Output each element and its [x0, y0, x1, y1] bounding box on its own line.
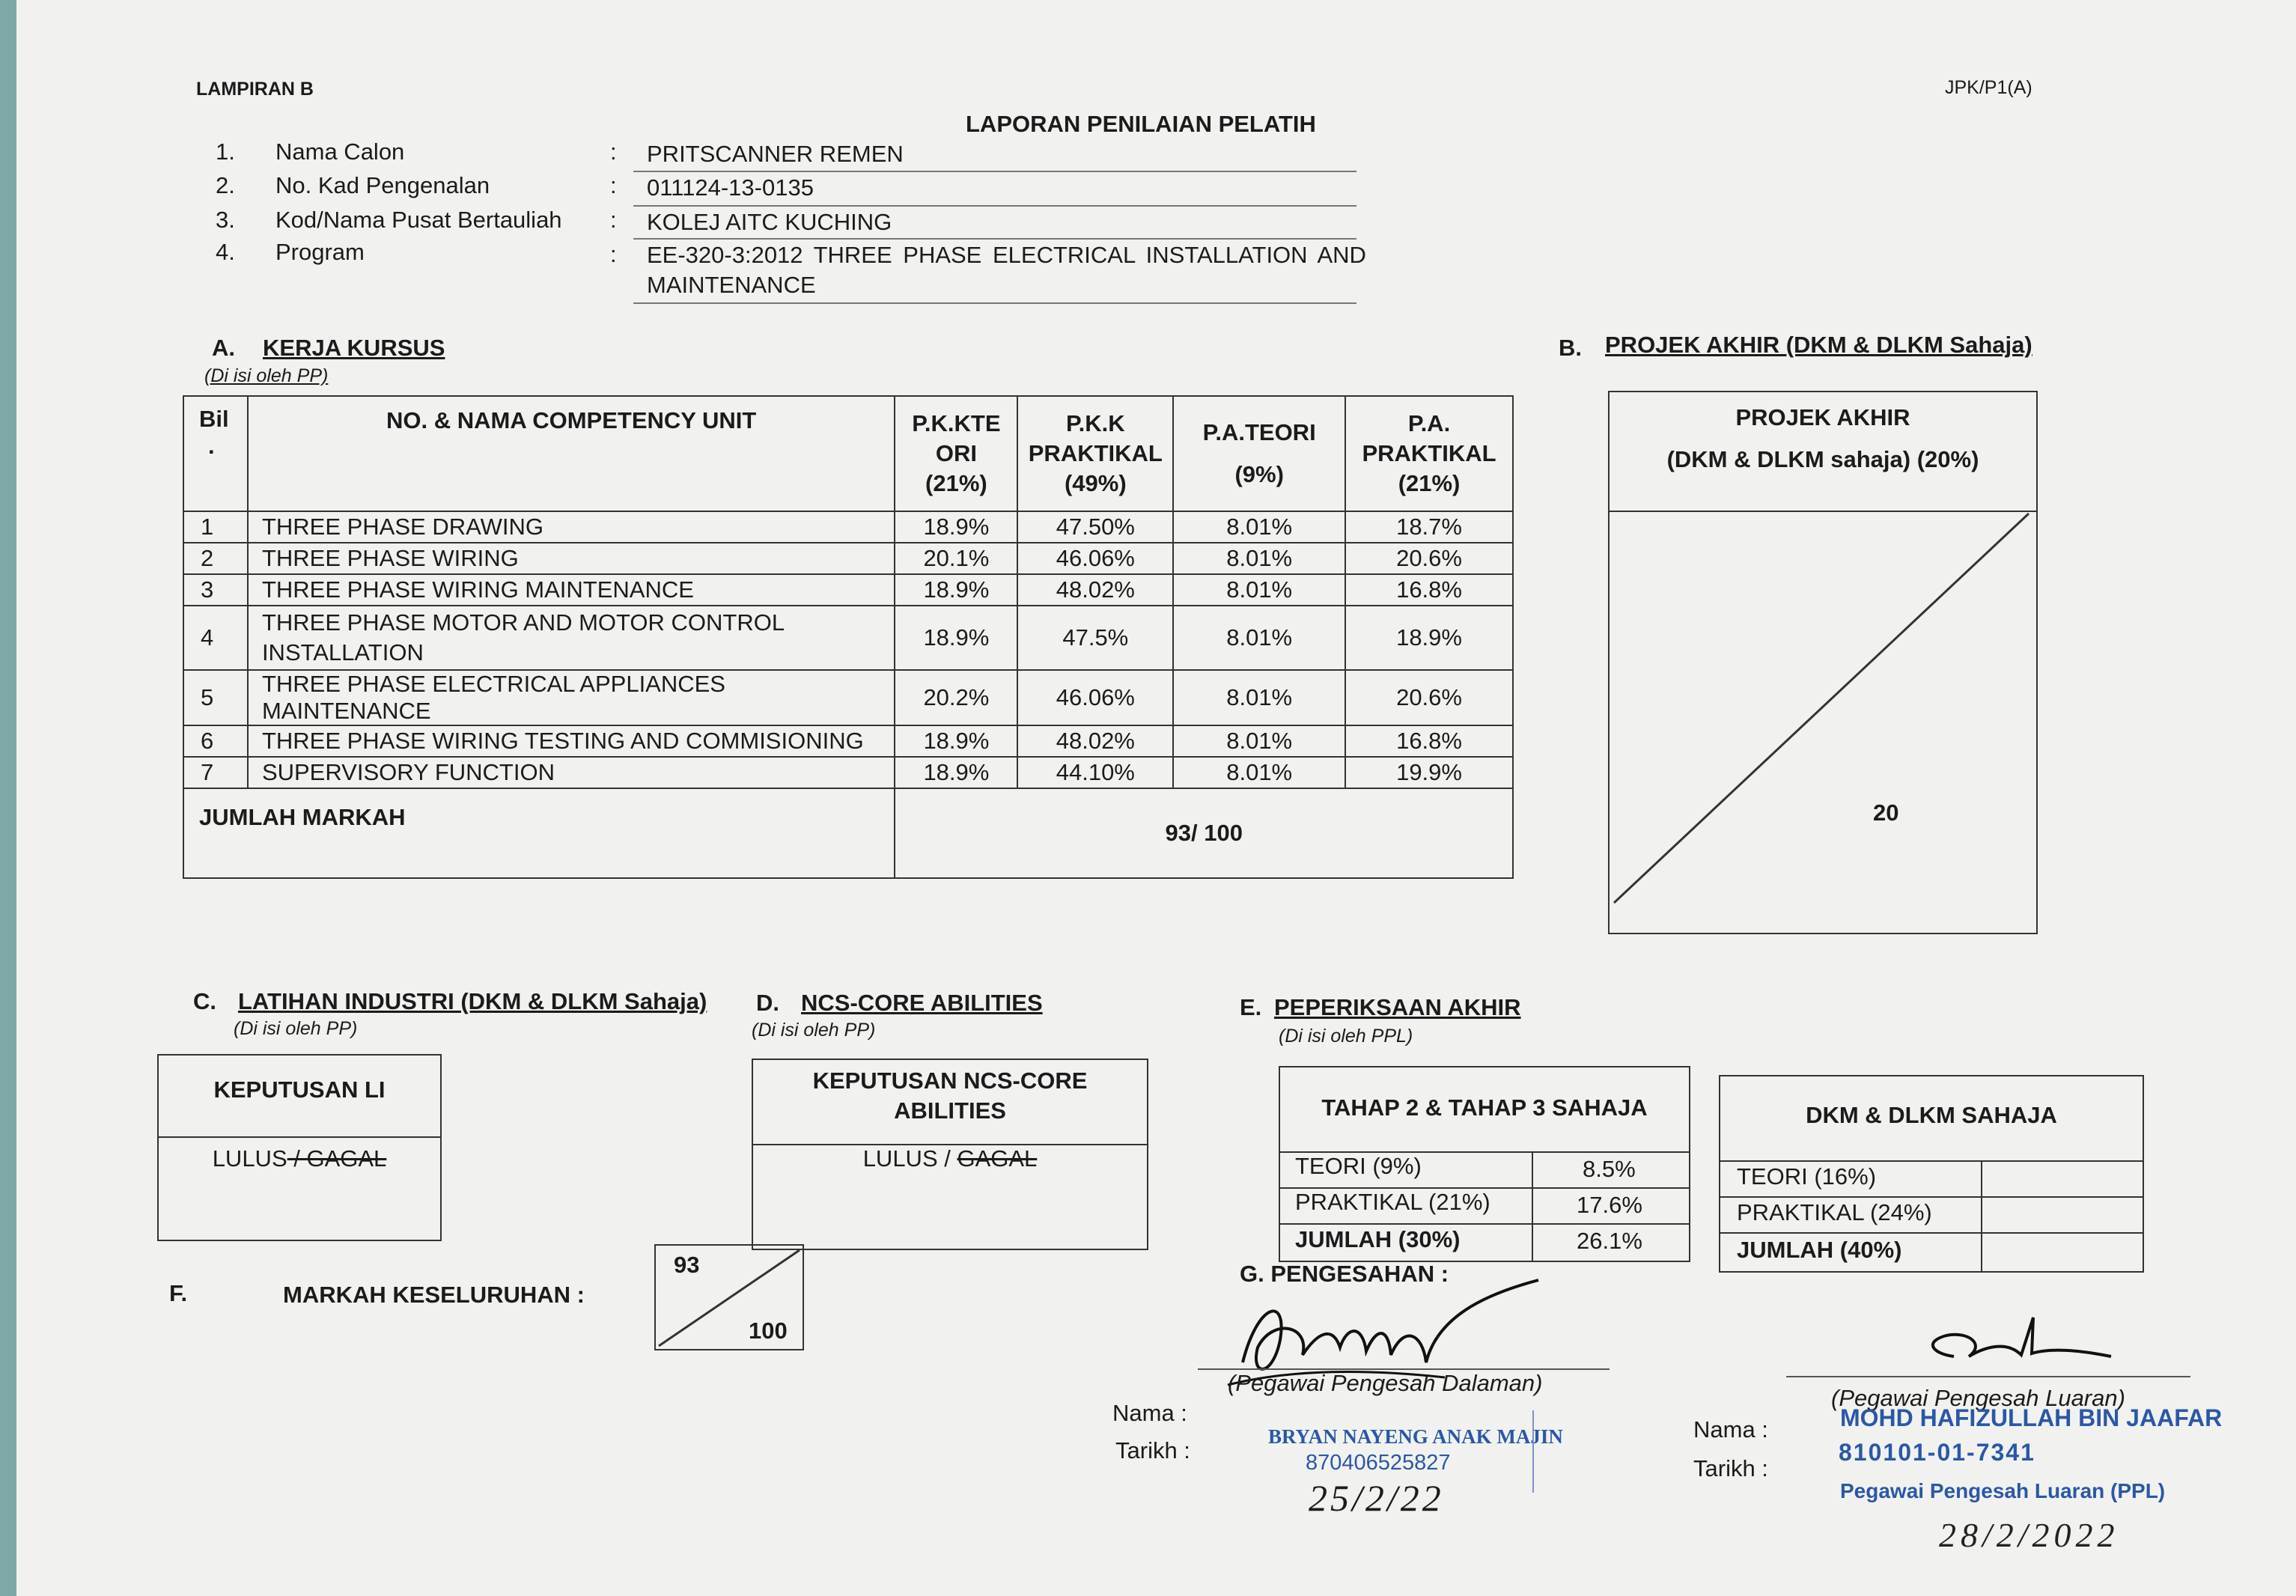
projek-akhir-sub: (DKM & DLKM sahaja) (20%) — [1666, 446, 1979, 472]
header-pct: (21%) — [925, 470, 987, 496]
form-code: JPK/P1(A) — [1945, 77, 2032, 98]
dkm-table — [1719, 1075, 2144, 1273]
cell-pa-praktikal: 19.9% — [1345, 757, 1513, 788]
section-c-letter: C. — [193, 988, 216, 1014]
section-d-letter: D. — [756, 990, 779, 1016]
table-row — [183, 543, 1513, 574]
header-bil-dot: . — [208, 433, 215, 459]
competency-table — [183, 395, 1514, 879]
external-nama-label: Nama : — [1693, 1416, 1768, 1443]
ncs-title-2: ABILITIES — [894, 1097, 1006, 1124]
projek-akhir-value: 20 — [1873, 799, 1899, 826]
cell-pa-praktikal: 18.7% — [1345, 511, 1513, 543]
underline — [633, 238, 1356, 240]
item-label: Kod/Nama Pusat Bertauliah — [275, 207, 562, 233]
cell-pk-praktikal: 48.02% — [1017, 574, 1173, 606]
keputusan-li-title: KEPUTUSAN LI — [213, 1076, 386, 1103]
internal-nama-label: Nama : — [1112, 1400, 1187, 1426]
lampiran-label: LAMPIRAN B — [196, 79, 314, 100]
tahap-praktikal-value: 17.6% — [1577, 1192, 1642, 1218]
table-row — [183, 757, 1513, 788]
header-unit: NO. & NAMA COMPETENCY UNIT — [248, 396, 895, 511]
table-row — [183, 670, 1513, 725]
cell-unit: SUPERVISORY FUNCTION — [248, 757, 895, 788]
header-pa-praktikal — [1345, 396, 1513, 511]
header-pk-praktikal — [1017, 396, 1173, 511]
cell-pk-teori: 20.1% — [895, 543, 1017, 574]
section-e-letter: E. — [1240, 994, 1262, 1020]
divider — [159, 1136, 440, 1138]
stamp-border — [1532, 1410, 1534, 1493]
separator: / — [287, 1145, 307, 1172]
section-b-title: PROJEK AKHIR (DKM & DLKM Sahaja) — [1605, 332, 2032, 358]
external-stamp-role: Pegawai Pengesah Luaran (PPL) — [1840, 1479, 2166, 1502]
section-c-title: LATIHAN INDUSTRI (DKM & DLKM Sahaja) — [238, 988, 707, 1014]
header-pct: (9%) — [1234, 461, 1284, 487]
item-no: 4. — [216, 239, 235, 265]
cell-pk-teori: 18.9% — [895, 757, 1017, 788]
section-e-title: PEPERIKSAAN AKHIR — [1274, 994, 1521, 1020]
item-no: 1. — [216, 138, 235, 165]
header-text: P.K.KTE — [912, 410, 1001, 436]
page-edge — [0, 0, 16, 1596]
gagal-text: GAGAL — [957, 1145, 1038, 1172]
table-row — [183, 606, 1513, 670]
section-d-title: NCS-CORE ABILITIES — [801, 990, 1043, 1016]
internal-stamp-name: BRYAN NAYENG ANAK MAJIN — [1268, 1425, 1563, 1448]
header-text: PRAKTIKAL — [1362, 440, 1496, 466]
total-row — [183, 788, 1513, 878]
divider — [1532, 1151, 1533, 1261]
header-bil-text: Bil — [199, 406, 229, 432]
program-name-cont: MAINTENANCE — [647, 272, 816, 298]
external-date: 28/2/2022 — [1939, 1516, 2119, 1554]
header-pk-teori — [895, 396, 1017, 511]
external-stamp-id: 810101-01-7341 — [1839, 1439, 2035, 1466]
table-row — [183, 511, 1513, 543]
keputusan-ncs-box — [752, 1059, 1148, 1250]
section-e-note: (Di isi oleh PPL) — [1279, 1026, 1413, 1047]
section-a-letter: A. — [212, 335, 235, 361]
total-label: JUMLAH MARKAH — [183, 788, 895, 878]
table-row — [183, 574, 1513, 606]
cell-unit: THREE PHASE DRAWING — [248, 511, 895, 543]
cell-unit: THREE PHASE WIRING — [248, 543, 895, 574]
cell-unit — [248, 606, 895, 670]
header-pa-teori — [1173, 396, 1345, 511]
external-tarikh-label: Tarikh : — [1693, 1455, 1768, 1481]
cell-pa-praktikal: 20.6% — [1345, 670, 1513, 725]
item-label: No. Kad Pengenalan — [275, 172, 490, 198]
colon: : — [610, 172, 617, 198]
cell-pk-teori: 18.9% — [895, 511, 1017, 543]
unit-name-line1: THREE PHASE MOTOR AND MOTOR CONTROL — [261, 609, 785, 636]
header-text: P.A.TEORI — [1202, 419, 1316, 445]
cell-pk-praktikal: 46.06% — [1017, 670, 1173, 725]
cell-pa-teori: 8.01% — [1173, 725, 1345, 757]
cell-pa-praktikal: 18.9% — [1345, 606, 1513, 670]
internal-role: (Pegawai Pengesah Dalaman) — [1228, 1370, 1543, 1396]
table-header-row — [183, 396, 1513, 511]
keputusan-li-box — [157, 1054, 442, 1241]
center-name: KOLEJ AITC KUCHING — [647, 209, 892, 235]
gagal-text: GAGAL — [306, 1145, 387, 1172]
external-signature — [1901, 1273, 2141, 1377]
projek-akhir-box — [1608, 391, 2038, 934]
colon: : — [610, 138, 617, 165]
underline — [633, 171, 1356, 172]
section-d-note: (Di isi oleh PP) — [752, 1020, 876, 1041]
underline — [633, 205, 1356, 207]
header-text: P.A. — [1407, 410, 1451, 436]
ncs-result — [753, 1145, 1147, 1172]
header-pct: (21%) — [1398, 470, 1461, 496]
section-c-note: (Di isi oleh PP) — [234, 1018, 358, 1039]
cell-pk-teori: 18.9% — [895, 574, 1017, 606]
divider — [1720, 1196, 2143, 1198]
cell-bil: 5 — [183, 670, 248, 725]
dkm-teori-label: TEORI (16%) — [1737, 1163, 1877, 1190]
cell-pk-teori: 20.2% — [895, 670, 1017, 725]
ncs-title-1: KEPUTUSAN NCS-CORE — [812, 1067, 1088, 1094]
dkm-jumlah-label: JUMLAH (40%) — [1737, 1237, 1902, 1263]
cell-pk-praktikal: 46.06% — [1017, 543, 1173, 574]
candidate-name: PRITSCANNER REMEN — [647, 141, 904, 167]
colon: : — [610, 241, 617, 267]
markah-keseluruhan-label: MARKAH KESELURUHAN : — [283, 1282, 585, 1308]
divider — [1720, 1232, 2143, 1234]
cell-pa-teori: 8.01% — [1173, 757, 1345, 788]
cell-pa-teori: 8.01% — [1173, 543, 1345, 574]
separator: / — [937, 1145, 957, 1172]
tahap-table — [1279, 1066, 1690, 1262]
markah-bottom: 100 — [749, 1318, 788, 1344]
tahap-jumlah-label: JUMLAH (30%) — [1295, 1226, 1461, 1252]
external-role: (Pegawai Pengesah Luaran) — [1831, 1385, 2125, 1411]
cell-pk-teori: 18.9% — [895, 606, 1017, 670]
header-text: PRAKTIKAL — [1028, 440, 1163, 466]
underline — [633, 302, 1356, 304]
dkm-praktikal-label: PRAKTIKAL (24%) — [1737, 1199, 1932, 1225]
divider — [1720, 1160, 2143, 1162]
markah-keseluruhan-box — [654, 1244, 804, 1350]
item-label: Program — [275, 239, 365, 265]
cell-pa-teori: 8.01% — [1173, 606, 1345, 670]
header-bil — [183, 396, 248, 511]
lulus-text: LULUS — [212, 1145, 287, 1172]
unit-name-line2: INSTALLATION — [261, 639, 424, 665]
cell-unit: THREE PHASE ELECTRICAL APPLIANCES MAINTENANCE — [248, 670, 895, 725]
page-title: LAPORAN PENILAIAN PELATIH — [966, 111, 1316, 137]
section-a-note: (Di isi oleh PP) — [204, 365, 329, 386]
internal-tarikh-label: Tarikh : — [1115, 1437, 1190, 1463]
cell-pa-praktikal: 16.8% — [1345, 725, 1513, 757]
cell-bil: 3 — [183, 574, 248, 606]
external-stamp-name: MOHD HAFIZULLAH BIN JAAFAR — [1840, 1404, 2223, 1431]
diagonal-line — [1610, 512, 2036, 933]
cell-pa-praktikal: 16.8% — [1345, 574, 1513, 606]
internal-stamp-id: 870406525827 — [1306, 1451, 1451, 1475]
cell-bil: 6 — [183, 725, 248, 757]
ic-number: 011124-13-0135 — [647, 174, 814, 201]
tahap-teori-value: 8.5% — [1583, 1156, 1636, 1182]
item-no: 3. — [216, 207, 235, 233]
cell-pa-teori: 8.01% — [1173, 574, 1345, 606]
section-g-title: G. PENGESAHAN : — [1240, 1261, 1449, 1287]
lulus-text: LULUS — [862, 1145, 938, 1172]
section-b-letter: B. — [1559, 335, 1582, 361]
program-name: EE-320-3:2012 THREE PHASE ELECTRICAL INSTALLATION AND — [647, 242, 1366, 268]
item-no: 2. — [216, 172, 235, 198]
cell-bil: 1 — [183, 511, 248, 543]
cell-pa-praktikal: 20.6% — [1345, 543, 1513, 574]
divider — [1280, 1223, 1689, 1225]
section-f-letter: F. — [169, 1280, 188, 1306]
dkm-title: DKM & DLKM SAHAJA — [1806, 1102, 2057, 1128]
cell-pk-praktikal: 48.02% — [1017, 725, 1173, 757]
cell-unit: THREE PHASE WIRING TESTING AND COMMISIONING — [248, 725, 895, 757]
tahap-title: TAHAP 2 & TAHAP 3 SAHAJA — [1321, 1094, 1648, 1121]
section-a-title: KERJA KURSUS — [263, 335, 445, 361]
tahap-praktikal-label: PRAKTIKAL (21%) — [1295, 1189, 1490, 1215]
signature-line — [1786, 1376, 2190, 1377]
cell-pk-praktikal: 44.10% — [1017, 757, 1173, 788]
divider — [1981, 1160, 1982, 1271]
cell-unit: THREE PHASE WIRING MAINTENANCE — [248, 574, 895, 606]
cell-pa-teori: 8.01% — [1173, 670, 1345, 725]
cell-pa-teori: 8.01% — [1173, 511, 1345, 543]
header-pct: (49%) — [1064, 470, 1127, 496]
projek-akhir-title: PROJEK AKHIR — [1735, 404, 1910, 430]
colon: : — [610, 207, 617, 233]
table-row — [183, 725, 1513, 757]
cell-bil: 7 — [183, 757, 248, 788]
cell-pk-teori: 18.9% — [895, 725, 1017, 757]
total-value: 93/ 100 — [895, 788, 1513, 878]
markah-top: 93 — [674, 1252, 700, 1278]
cell-bil: 2 — [183, 543, 248, 574]
tahap-jumlah-value: 26.1% — [1577, 1228, 1642, 1254]
internal-date: 25/2/22 — [1309, 1477, 1444, 1519]
tahap-teori-label: TEORI (9%) — [1295, 1153, 1422, 1179]
li-result — [159, 1145, 440, 1172]
cell-bil: 4 — [183, 606, 248, 670]
header-text: ORI — [935, 440, 977, 466]
item-label: Nama Calon — [275, 138, 405, 165]
header-text: P.K.K — [1065, 410, 1125, 436]
cell-pk-praktikal: 47.50% — [1017, 511, 1173, 543]
cell-pk-praktikal: 47.5% — [1017, 606, 1173, 670]
